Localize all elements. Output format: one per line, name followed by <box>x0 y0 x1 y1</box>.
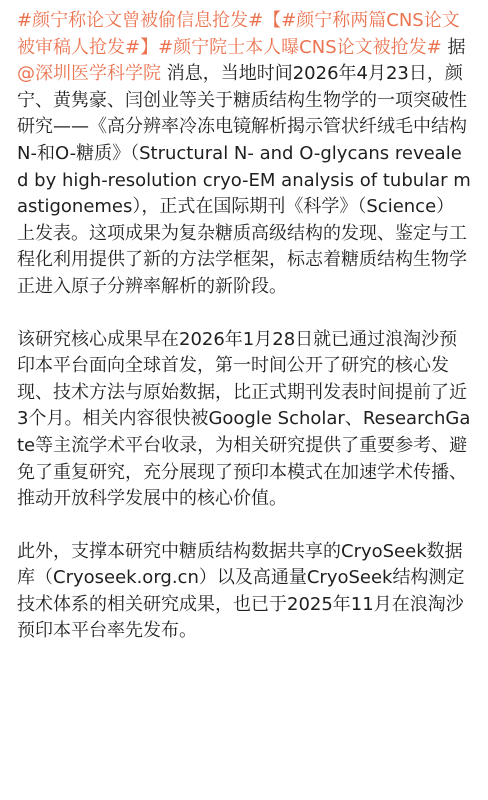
post-text: 消息，当地时间2026年4月23日，颜宁、黄隽豪、闫创业等关于糖质结构生物学的一项突破性研究——《高分辨率冷冻电镜解析揭示管状纤绒毛中结构N-和O-糖质》（Structural N- and O-glycans revealed by high-resolution cryo-EM analysis of tubular mastigonemes），正式在国际期刊《科学》（Science）上发表。这项成果为复杂糖质高级结构的发现、鉴定与工程化利用提供了新的方法学框架，标志着糖质结构生物学正进入原子分辨率解析的新阶段。 <box>17 63 471 297</box>
post-paragraph-3: 此外，支撑本研究中糖质结构数据共享的CryoSeek数据库（Cryoseek.org.cn）以及高通量CryoSeek结构测定技术体系的相关研究成果，也已于2025年11月在浪淘沙预印本平台率先发布。 <box>17 540 465 642</box>
hashtag-link[interactable]: 【#颜宁称两篇CNS论文被审稿人抢发#】 <box>17 10 460 58</box>
hashtag-link[interactable]: #颜宁院士本人曝CNS论文被抢发# <box>158 36 442 58</box>
post-paragraph-2: 该研究核心成果早在2026年1月28日就已通过浪淘沙预印本平台面向全球首发，第一时间公开了研究的核心发现、技术方法与原始数据，比正式期刊发表时间提前了近3个月。相关内容很快被Google Scholar、ResearchGate等主流学术平台收录，为相关研究提供了重要参考、避免了重复研究，充分展现了预印本模式在加速学术传播、推动开放科学发展中的核心价值。 <box>17 328 471 510</box>
post-paragraph-1 <box>17 8 471 301</box>
mention-link[interactable]: @深圳医学科学院 <box>17 63 161 85</box>
post-text: 据 <box>441 36 466 58</box>
hashtag-link[interactable]: #颜宁称论文曾被偷信息抢发# <box>17 10 264 31</box>
